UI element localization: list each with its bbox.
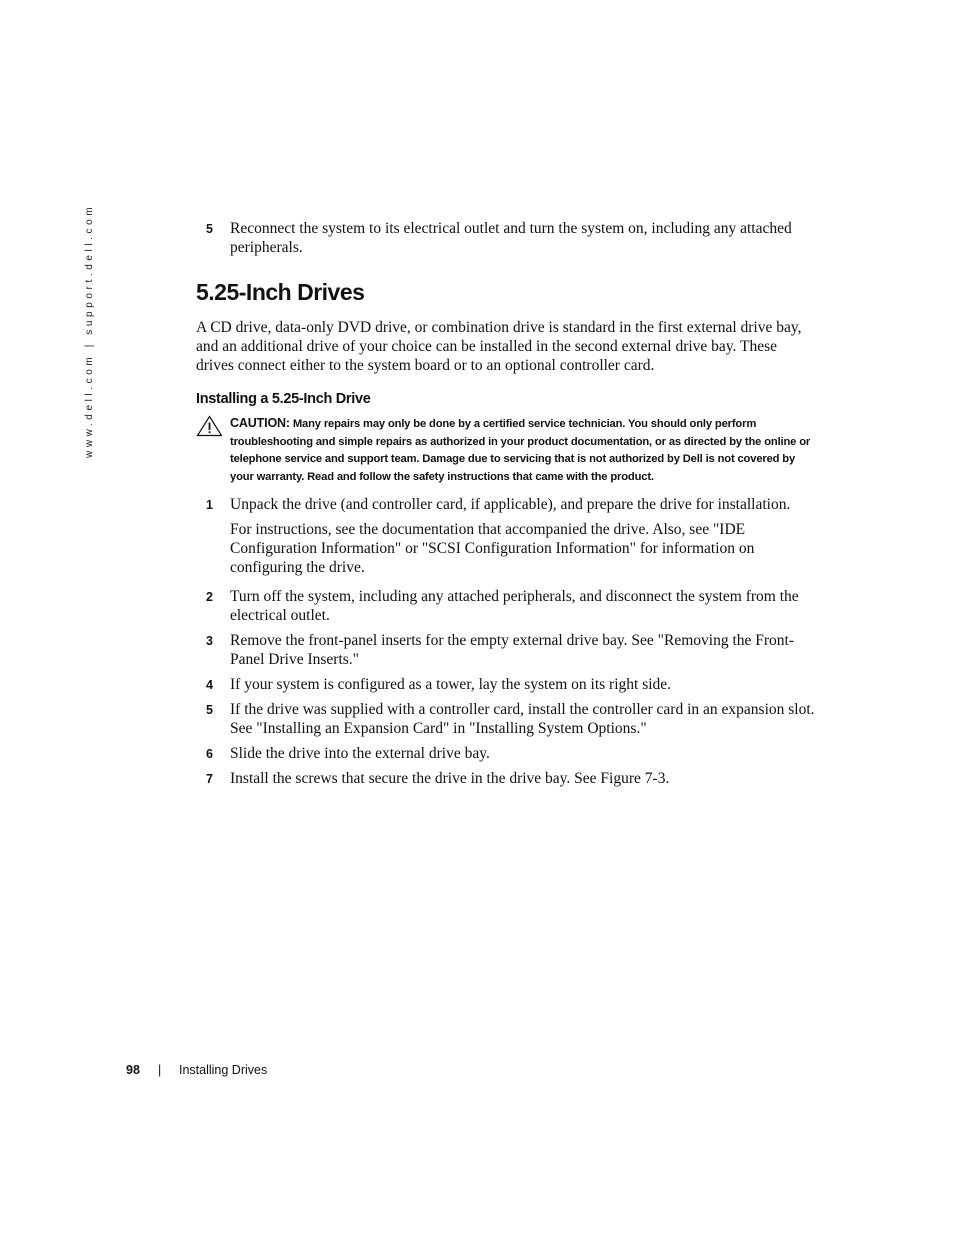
step-1-note: For instructions, see the documentation that accompanied the drive. Also, see "IDE Configuration Information" or "SCSI Configuration Information" for information on configuring the drive. xyxy=(230,521,755,576)
step-number: 2 xyxy=(206,590,213,604)
caution-text: Many repairs may only be done by a certified service technician. You should only perform troubleshooting and simple repairs as authorized in your product documentation, or as directed by the online or telephone service and support team. Damage due to servicing that is not authorized by Dell is not covered by your warranty. Read and follow the safety instructions that came with the product. xyxy=(230,418,811,483)
step-text: Slide the drive into the external drive bay. xyxy=(230,745,490,762)
footer-section-title: Installing Drives xyxy=(179,1063,268,1077)
step-number: 5 xyxy=(206,703,213,717)
step-number: 6 xyxy=(206,747,213,761)
step-text: If the drive was supplied with a controller card, install the controller card in an expansion slot. See "Installing an Expansion Card" in "Installing System Options." xyxy=(230,701,815,737)
intro-paragraph: A CD drive, data-only DVD drive, or combination drive is standard in the first external drive bay, and an additional drive of your choice can be installed in the second external drive bay. These drives connect either to the system board or to an optional controller card. xyxy=(196,319,802,374)
subsection-heading: Installing a 5.25-Inch Drive xyxy=(196,391,371,407)
page-content xyxy=(196,219,816,794)
step-7 xyxy=(196,769,816,788)
sidebar-url: www.dell.com | support.dell.com xyxy=(84,203,95,458)
step-number: 5 xyxy=(206,222,213,236)
step-6 xyxy=(196,744,816,763)
step-number: 1 xyxy=(206,498,213,512)
caution-notice xyxy=(196,415,816,486)
step-text: Install the screws that secure the drive in the drive bay. See Figure 7-3. xyxy=(230,770,670,787)
step-text: Remove the front-panel inserts for the empty external drive bay. See "Removing the Front-Panel Drive Inserts." xyxy=(230,632,795,668)
footer-separator: | xyxy=(158,1063,162,1077)
step-number: 7 xyxy=(206,772,213,786)
caution-label: CAUTION: xyxy=(230,416,290,430)
warning-triangle-icon xyxy=(196,415,223,437)
step-number: 4 xyxy=(206,678,213,692)
step-1 xyxy=(196,495,816,514)
step-3 xyxy=(196,631,816,669)
step-text: If your system is configured as a tower, lay the system on its right side. xyxy=(230,676,672,693)
section-heading: 5.25-Inch Drives xyxy=(196,279,365,305)
step-4 xyxy=(196,675,816,694)
step-text: Unpack the drive (and controller card, if applicable), and prepare the drive for installation. xyxy=(230,496,791,513)
page-number: 98 xyxy=(126,1063,140,1077)
step-2 xyxy=(196,587,816,625)
step-5 xyxy=(196,700,816,738)
step-text: Turn off the system, including any attached peripherals, and disconnect the system from the electrical outlet. xyxy=(230,588,799,624)
step-text: Reconnect the system to its electrical outlet and turn the system on, including any attached peripherals. xyxy=(230,220,792,256)
step-5-reconnect xyxy=(196,219,816,257)
step-number: 3 xyxy=(206,634,213,648)
